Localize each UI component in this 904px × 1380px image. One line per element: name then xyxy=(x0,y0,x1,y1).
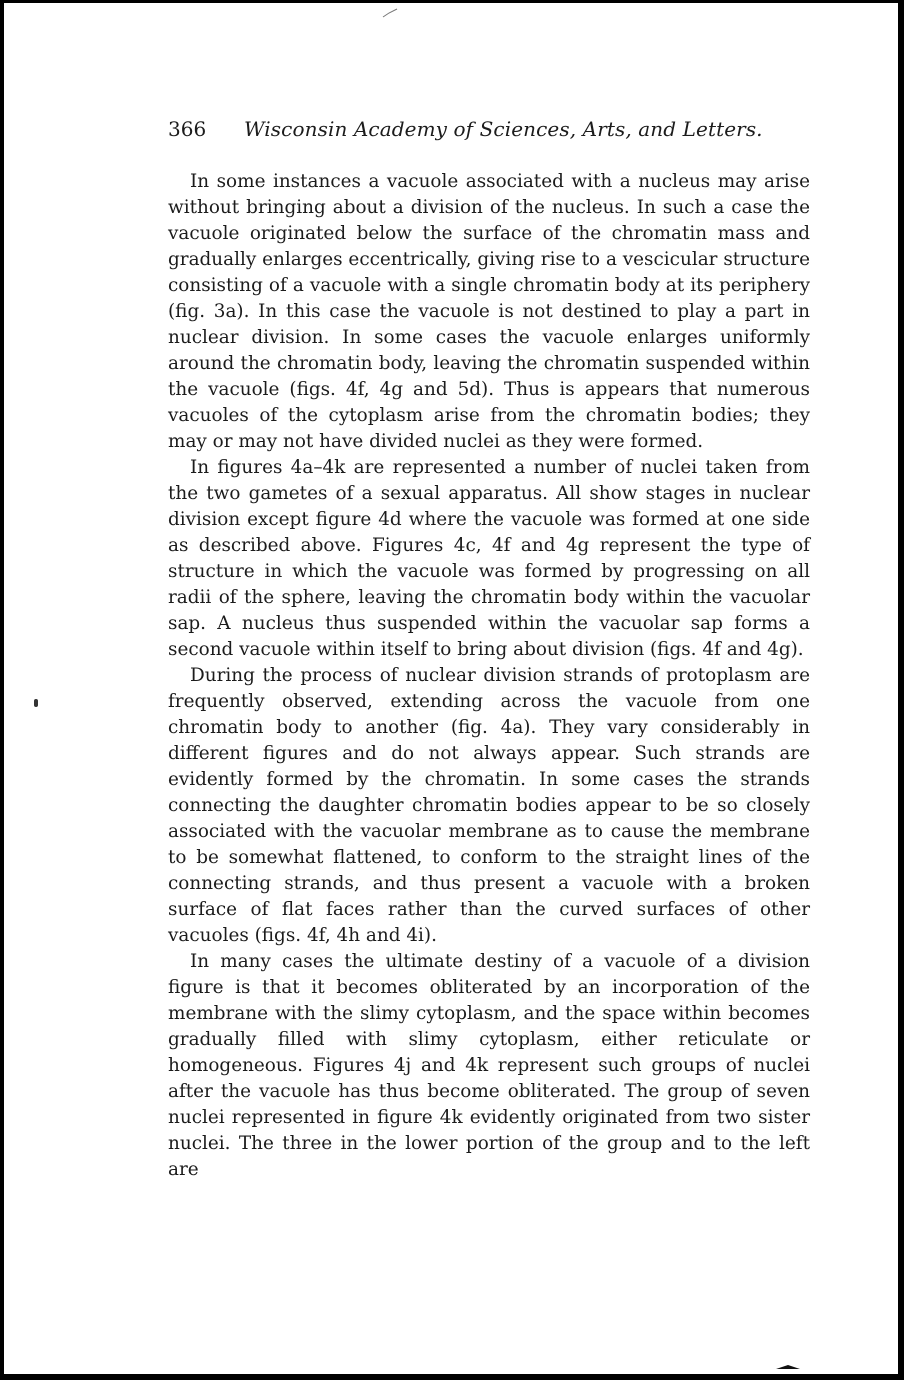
paragraph: In many cases the ultimate destiny of a vacuole of a division figure is that it becomes obliterated by an incorporation of the membrane with the slimy cytoplasm, and the space within becomes gradually filled with slimy cytoplasm, either reticulate or homogeneous. Figures 4j and 4k represent such groups of nuclei after the vacuole has thus become obliterated. The group of seven nuclei represented in figure 4k evidently originated from two sister nuclei. The three in the lower portion of the group and to the left are xyxy=(168,951,810,1180)
running-header xyxy=(168,114,810,144)
paragraph: In some instances a vacuole associated with a nucleus may arise without bringing about a division of the nucleus. In such a case the vacuole originated below the surface of the chromatin mass and gradually enlarges eccentrically, giving rise to a vescicular structure consisting of a vacuole with a single chromatin body at its periphery (fig. 3a). In this case the vacuole is not destined to play a part in nuclear division. In some cases the vacuole enlarges uniformly around the chromatin body, leaving the chromatin suspended within the vacuole (figs. 4f, 4g and 5d). Thus is appears that numerous vacuoles of the cytoplasm arise from the chromatin bodies; they may or may not have divided nuclei as they were formed. xyxy=(168,171,810,452)
body-text xyxy=(168,169,810,1183)
paragraph: In figures 4a–4k are represented a number of nuclei taken from the two gametes of a sexual apparatus. All show stages in nuclear division except figure 4d where the vacuole was formed at one side as described above. Figures 4c, 4f and 4g represent the type of structure in which the vacuole was formed by progressing on all radii of the sphere, leaving the chromatin body within the vacuolar sap. A nucleus thus suspended within the vacuolar sap forms a second vacuole within itself to bring about division (figs. 4f and 4g). xyxy=(168,457,810,660)
page-number: 366 xyxy=(168,117,207,141)
paragraph: During the process of nuclear division strands of protoplasm are frequently observed, extending across the vacuole from one chromatin body to another (fig. 4a). They vary considerably in different figures and do not always appear. Such strands are evidently formed by the chromatin. In some cases the strands connecting the daughter chromatin bodies appear to be so closely associated with the vacuolar membrane as to cause the membrane to be somewhat flattened, to conform to the straight lines of the connecting strands, and thus present a vacuole with a broken surface of flat faces rather than the curved surfaces of other vacuoles (figs. 4f, 4h and 4i). xyxy=(168,665,810,946)
journal-title: Wisconsin Academy of Sciences, Arts, and Letters. xyxy=(244,117,763,141)
